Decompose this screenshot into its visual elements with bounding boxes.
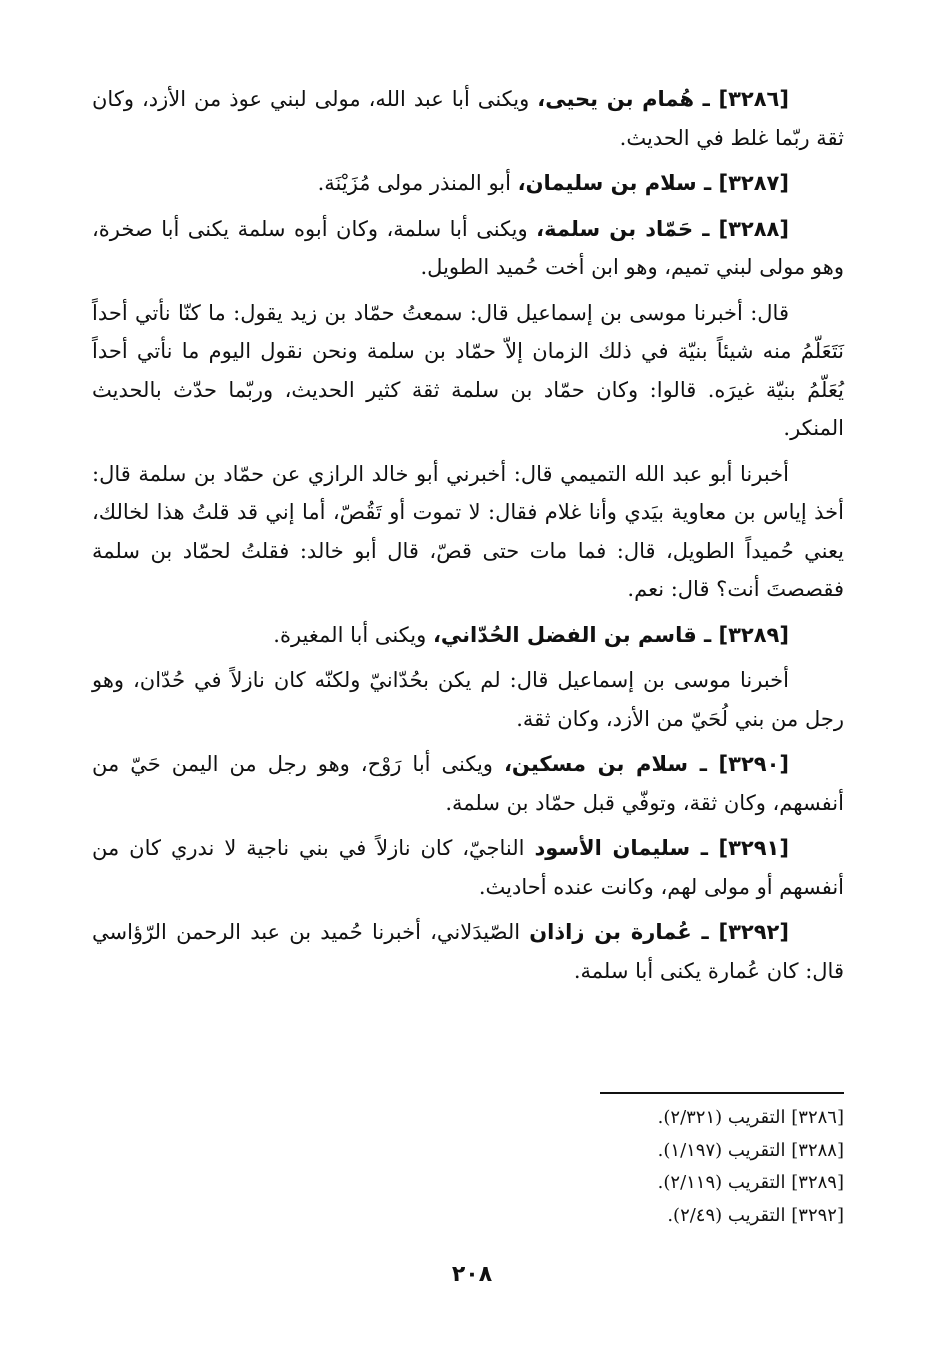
paragraph-text: قال: أخبرنا موسى بن إسماعيل قال: سمعتُ حمّاد بن زيد يقول: ما كنّا نأتي أحداً نَتَعَلّمُ منه شيئاً بنيّة في ذلك الزمان إلاّ حمّاد بن سلمة ونحن نقول اليوم ما نأتي أحداً يُعَلّمُ بنيّة غيرَه. قالوا: وكان حمّاد بن سلمة ثقة كثير الحديث، وربّما حدّث بالحديث المنكر. [92,300,844,440]
entry-text: ويكنى أبا عبد الله، مولى لبني عوذ من الأزد، وكان ثقة ربّما غلط في الحديث. [92,87,844,150]
entry-heading: [٣٢٨٩] ـ قاسم بن الفضل الحُدّاني، [432,622,789,647]
paragraph-musa-report [92,294,844,448]
entry-3291 [92,829,844,906]
entry-heading: [٣٢٨٧] ـ سلام بن سليمان، [517,171,789,195]
paragraph-text: أخبرنا أبو عبد الله التميمي قال: أخبرني أبو خالد الرازي عن حمّاد بن سلمة قال: أخذ إياس بن معاوية بيَدي وأنا غلام فقال: لا تموت أو تَقُصّ، أما إني قد قلتُ هذا لخالك، يعني حُميداً الطويل، قال: فما مات حتى قصّ، قال أبو خالد: فقلتُ لحمّاد بن سلمة فقصصتَ أنت؟ قال: نعم. [92,461,844,601]
footnote-divider [600,1092,844,1094]
paragraph-text: أخبرنا موسى بن إسماعيل قال: لم يكن بحُدّانيّ ولكنّه كان نازلاً في حُدّان، وهو رجل من بني لُحَيّ من الأزد، وكان ثقة. [92,668,844,731]
entry-text: ويكنى أبا رَوْح، وهو رجل من اليمن حَيّ من أنفسهم، وكان ثقة، وتوفّي قبل حمّاد بن سلمة. [92,752,844,815]
entry-3289 [92,616,844,655]
entry-heading: [٣٢٨٨] ـ حَمّاد بن سلمة، [536,216,789,241]
entry-text: ويكنى أبا المغيرة. [273,622,433,647]
entry-text: الناجيّ، كان نازلاً في بني ناجية لا ندري كان من أنفسهم أو مولى لهم، وكانت عنده أحاديث. [92,836,844,899]
entry-text: الصّيدَلاني، أخبرنا حُميد بن عبد الرحمن الرّؤاسي قال: كان عُمارة يكنى أبا سلمة. [92,920,844,983]
footnote-3288: [٣٢٨٨] التقريب (١/١٩٧). [657,1139,844,1161]
footnote-3286: [٣٢٨٦] التقريب (٢/٣٢١). [657,1107,844,1128]
footnote-3289: [٣٢٨٩] التقريب (٢/١١٩). [657,1172,844,1193]
entry-heading: [٣٢٩١] ـ سليمان الأسود [534,836,789,860]
entry-3286 [92,80,844,157]
entry-text: أبو المنذر مولى مُزَيْنَة. [317,171,518,195]
entry-heading: [٣٢٩٠] ـ سلام بن مسكين، [503,752,790,776]
entry-3290 [92,745,844,822]
paragraph-huddan-report [92,661,844,738]
page-body [92,80,844,997]
footnote-3292: [٣٢٩٢] التقريب (٢/٤٩). [667,1204,844,1226]
entry-3292 [92,913,844,990]
page-number: ٢٠٨ [451,1262,493,1287]
entry-3287 [92,164,844,203]
entry-heading: [٣٢٨٦] ـ هُمام بن يحيى، [537,87,789,111]
footnotes [500,1102,844,1232]
paragraph-tamimi-report [92,455,844,609]
entry-heading: [٣٢٩٢] ـ عُمارة بن زاذان [529,920,789,944]
entry-3288 [92,210,844,287]
entry-text: ويكنى أبا سلمة، وكان أبوه سلمة يكنى أبا صخرة، وهو مولى لبني تميم، وهو ابن أخت حُميد الطويل. [92,216,844,279]
